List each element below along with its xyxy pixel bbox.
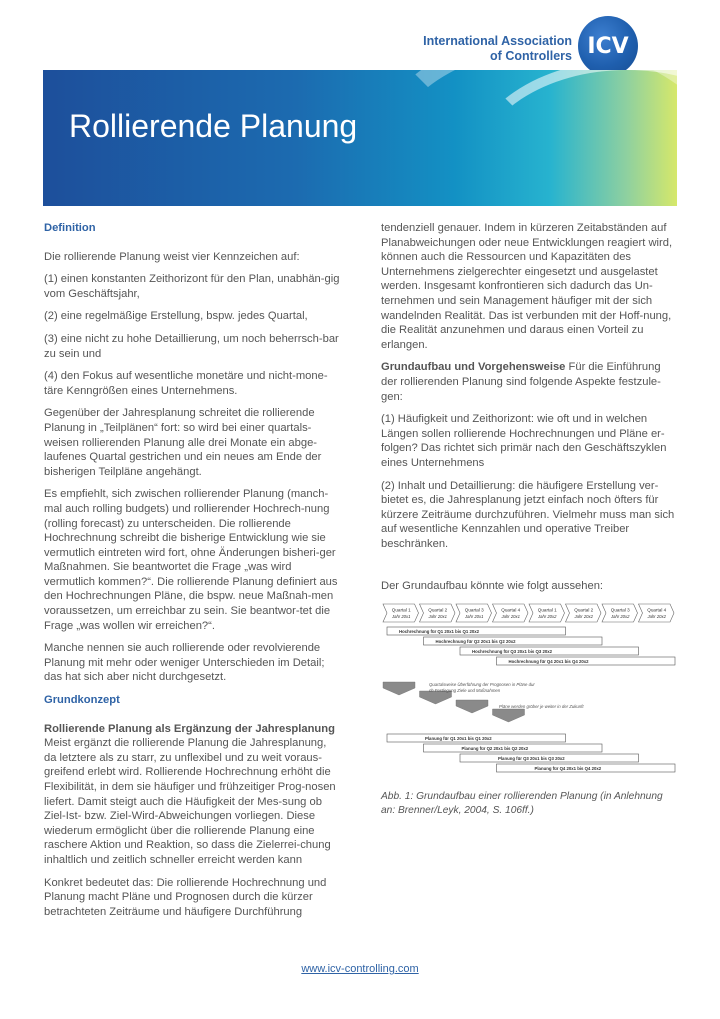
- section-heading-grundkonzept: Grundkonzept: [44, 694, 120, 707]
- footer-website-link[interactable]: www.icv-controlling.com: [301, 963, 419, 975]
- rolling-planning-diagram: [381, 602, 677, 780]
- quarter-label: Quartal 1: [537, 607, 557, 613]
- paragraph: Es empfiehlt, sich zwischen rollierender Planung (manch-mal auch rolling budgets) und rollierender Hochrech-nung (rolling forecast) zu unterscheiden. Die rollierende Hochrechnung schreibt die bisherige Entwicklung wie sie vermutlich eintreten wird fort, ohne Änderungen bisheri-ger Maßnahmen. Sie beantwortet die Frage „was wird vermutlich kommen?“. Die rollierende Planung definiert aus den Hochrechnungen Pläne, die bspw. neue Maßnah-men voraussetzen, um erreichbar zu sein. Sie beantwor-tet die Frage „was wollen wir erreichen?“.: [44, 488, 338, 632]
- quarter-year-label: Jahr 20x1: [428, 614, 447, 620]
- page-title: Rollierende Planung: [69, 108, 358, 144]
- paragraph: (1) Häufigkeit und Zeithorizont: wie oft und in welchen Längen sollen rollierende Hochrechnungen und Pläne er-folgen? Das richtet sich primär nach den Geschäftszyklen eines Unternehmens: [381, 413, 667, 469]
- quarter-year-label: Jahr 20x1: [501, 614, 520, 620]
- paragraph: [381, 360, 678, 404]
- transfer-arrow: [493, 709, 525, 722]
- paragraph: (4) den Fokus auf wesentliche monetäre und nicht-mone-täre Kenngrößen eines Unternehmens.: [44, 370, 328, 397]
- plan-label: Planung für Q1 20x1 bis Q1 20x2: [425, 736, 492, 742]
- diagram-note: Quartalsweise Überführung der Prognosen in Pläne dur: [429, 682, 535, 688]
- paragraph: tendenziell genauer. Indem in kürzeren Zeitabständen auf Planabweichungen oder neue Entwicklungen reagiert wird, können auch die Ressourcen und Kapazitäten des Unternehmens zielgerechter eingesetzt und ausgelastet werden. Insgesamt konfrontieren sich dadurch das Un-ternehmen und sein Management häufiger mit der sich wandelnden Realität. Das ist verbunden mit der Hoff-nung, die Realität anzunehmen und daraus einen Vorteil zu erlangen.: [381, 222, 673, 351]
- paragraph: (2) Inhalt und Detaillierung: die häufigere Erstellung ver-bietet es, die Jahresplanung jetzt einfach noch öfters für kürzere Zeiträume durchzuführen. Vielmehr muss man sich auf wesentliche Kennzahlen und operative Treiber beschränken.: [381, 479, 675, 550]
- quarter-label: Quartal 2: [428, 607, 448, 613]
- transfer-arrow: [456, 700, 488, 713]
- logo-text: ICV: [587, 33, 629, 59]
- forecast-label: Hochrechnung für Q4 20x1 bis Q4 20x2: [508, 659, 589, 665]
- title-banner: [43, 70, 677, 206]
- quarter-label: Quartal 3: [464, 607, 484, 613]
- paragraph: (1) einen konstanten Zeithorizont für den Plan, unabhän-gig vom Geschäftsjahr,: [44, 273, 340, 300]
- forecast-label: Hochrechnung für Q2 20x1 bis Q2 20x2: [435, 639, 516, 645]
- quarter-year-label: Jahr 20x2: [611, 614, 630, 620]
- organization-name: [423, 34, 572, 64]
- quarter-label: Quartal 4: [647, 607, 667, 613]
- diagram-note: ch Festlegung Ziele und Maßnahmen: [429, 688, 501, 694]
- quarter-label: Quartal 1: [391, 607, 411, 613]
- quarter-year-label: Jahr 20x1: [392, 614, 411, 620]
- subheading: Rollierende Planung als Ergänzung der Jahresplanung: [44, 722, 335, 735]
- paragraph-text: Für die Einführung der rollierenden Planung sind folgende Aspekte festzule-gen:: [381, 361, 661, 403]
- forecast-label: Hochrechnung für Q3 20x1 bis Q3 20x2: [472, 649, 552, 655]
- left-column: [44, 221, 340, 927]
- plan-label: Planung für Q4 20x1 bis Q4 20x2: [534, 766, 602, 772]
- forecast-label: Hochrechnung für Q1 20x1 bis Q1 20x2: [399, 629, 479, 635]
- quarter-year-label: Jahr 20x2: [647, 614, 666, 620]
- paragraph: Der Grundaufbau könnte wie folgt aussehen:: [381, 580, 604, 593]
- right-column: [381, 221, 678, 818]
- paragraph: Die rollierende Planung weist vier Kennzeichen auf:: [44, 250, 300, 263]
- diagram-svg: [381, 602, 677, 780]
- section-heading-definition: Definition: [44, 222, 96, 234]
- diagram-note: Pläne werden gröber je weiter in der Zukunft: [499, 704, 584, 710]
- paragraph: (2) eine regelmäßige Erstellung, bspw. jedes Quartal,: [44, 310, 308, 323]
- quarter-label: Quartal 2: [574, 607, 594, 613]
- plan-label: Planung für Q3 20x1 bis Q3 20x2: [498, 756, 565, 762]
- quarter-label: Quartal 3: [610, 607, 630, 613]
- transfer-arrow: [383, 682, 415, 695]
- org-name-line1: International Association: [423, 34, 572, 48]
- org-name-line2: of Controllers: [490, 49, 572, 63]
- quarter-label: Quartal 4: [501, 607, 521, 613]
- subheading: Grundaufbau und Vorgehensweise: [381, 361, 566, 374]
- figure-caption: Abb. 1: Grundaufbau einer rollierenden Planung (in Anlehnung an: Brenner/Leyk, 2004, S. 106ff.): [381, 791, 663, 817]
- quarter-year-label: Jahr 20x2: [538, 614, 557, 620]
- paragraph: Meist ergänzt die rollierende Planung die Jahresplanung, da letztere als zu starr, zu unflexibel und zu weit voraus-greifend erlebt wird. Rollierende Hochrechnung erhöht die Flexibilität, in dem sie häufiger und frühzeitiger Prog-nosen liefert. Damit steigt auch die Häufigkeit der Mes-sung ob Ziel-Ist- bzw. Ziel-Wird-Abweichungen vorliegen. Diese wiederum ermöglicht über die rollierende Planung eine raschere Aktion und Reaktion, so dass die Zielerrei-chung inhaltlich und zeitlich schneller erreicht werden kann: [44, 737, 336, 866]
- quarter-year-label: Jahr 20x1: [465, 614, 484, 620]
- paragraph: Manche nennen sie auch rollierende oder revolvierende Planung mit mehr oder weniger Unterschieden im Detail; das hat sich aber nicht durchgesetzt.: [44, 642, 325, 684]
- paragraph: Gegenüber der Jahresplanung schreitet die rollierende Planung in „Teilplänen“ fort: so wird bei einer quartals-weisen rollierenden Planung alle drei Monate ein abge-laufenes Quartal gestrichen und ein neues am Ende der bisherigen Teilpläne angehängt.: [44, 407, 322, 478]
- page-header: [0, 0, 720, 70]
- paragraph: (3) eine nicht zu hohe Detaillierung, um noch beherrsch-bar zu sein und: [44, 332, 339, 360]
- paragraph: Konkret bedeutet das: Die rollierende Hochrechnung und Planung macht Pläne und Prognosen durch die kürzer betrachteten Zeiträume und häufigere Durchführung: [44, 876, 327, 918]
- icv-logo: [578, 16, 638, 76]
- quarter-year-label: Jahr 20x2: [574, 614, 593, 620]
- plan-label: Planung für Q2 20x1 bis Q2 20x2: [461, 746, 529, 752]
